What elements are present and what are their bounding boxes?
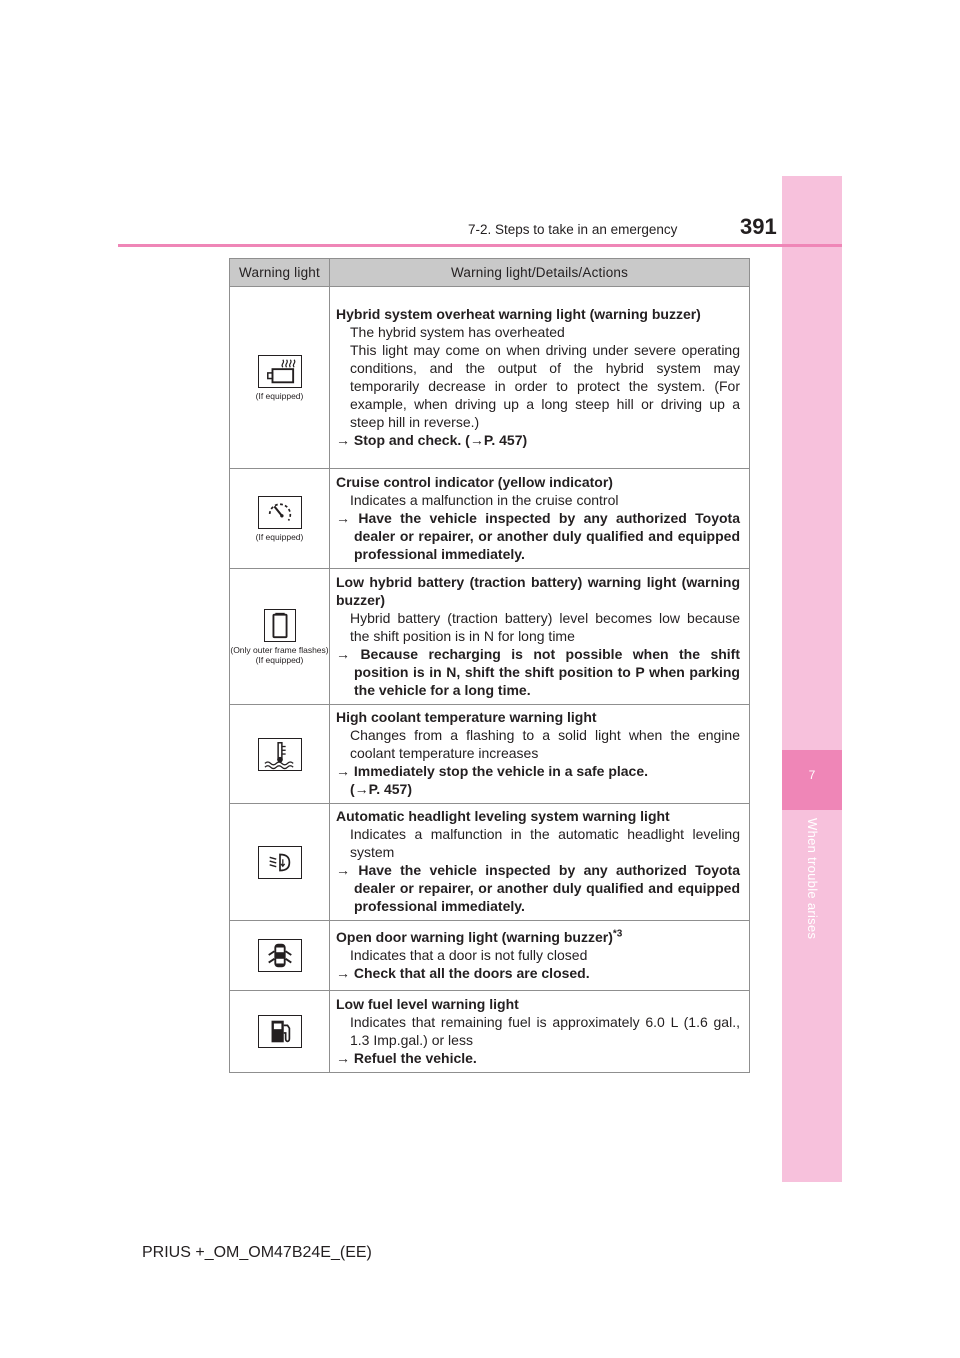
fuel-pump-icon: [258, 1015, 302, 1048]
details-cell: [330, 705, 750, 804]
warning-title: Hybrid system overheat warning light (warning buzzer): [336, 305, 701, 322]
header-rule: [118, 244, 842, 247]
table-row: [230, 569, 750, 705]
warning-action: → Check that all the doors are closed.: [336, 964, 590, 981]
details-cell: [330, 804, 750, 921]
icon-cell: [230, 991, 330, 1073]
traction-battery-icon: [264, 609, 296, 642]
icon-cell: [230, 569, 330, 705]
chapter-side-tab: [782, 176, 842, 1182]
warning-title: Low hybrid battery (traction battery) warning light (warning buzzer): [336, 573, 740, 608]
cruise-control-icon: [258, 496, 302, 529]
warning-light-table: [229, 258, 750, 1073]
icon-cell: [230, 804, 330, 921]
chapter-title: When trouble arises: [805, 818, 820, 940]
warning-detail: Indicates that a door is not fully closed: [350, 946, 588, 963]
icon-cell: [230, 921, 330, 991]
icon-note: (Only outer frame flashes) (If equipped): [230, 644, 329, 665]
warning-action: → Have the vehicle inspected by any authorized Toyota dealer or repairer, or another duly qualified and equipped professional immediately.: [336, 862, 740, 914]
details-cell: [330, 569, 750, 705]
warning-detail: Hybrid battery (traction battery) level becomes low because the shift position is in N for long time: [350, 609, 740, 644]
warning-action: → Refuel the vehicle.: [336, 1049, 477, 1066]
details-cell: [330, 921, 750, 991]
headlight-leveling-icon: [258, 846, 302, 879]
table-row: [230, 804, 750, 921]
icon-note: (If equipped): [255, 390, 304, 401]
warning-detail: Indicates that remaining fuel is approximately 6.0 L (1.6 gal., 1.3 Imp.gal.) or less: [350, 1013, 740, 1048]
footnote-marker: *3: [612, 927, 623, 939]
document-code: PRIUS +_OM_OM47B24E_(EE): [142, 1244, 372, 1261]
table-row: [230, 921, 750, 991]
icon-cell: [230, 705, 330, 804]
warning-detail: Indicates a malfunction in the cruise control: [350, 491, 619, 508]
warning-detail: Indicates a malfunction in the automatic headlight leveling system: [350, 826, 740, 860]
icon-cell: [230, 469, 330, 569]
icon-cell: [230, 287, 330, 469]
chapter-number: 7: [808, 768, 816, 782]
warning-title: Cruise control indicator (yellow indicator): [336, 473, 613, 490]
warning-title: High coolant temperature warning light: [336, 709, 597, 725]
warning-detail: Changes from a flashing to a solid light when the engine coolant temperature increases: [350, 727, 740, 761]
column-header-warning-light: Warning light: [230, 259, 330, 287]
details-cell: [330, 287, 750, 469]
table-header-row: [230, 259, 750, 287]
coolant-temperature-icon: [258, 738, 302, 771]
warning-action: → Immediately stop the vehicle in a safe place.: [336, 763, 649, 779]
details-cell: [330, 991, 750, 1073]
warning-action: → Because recharging is not possible when the shift position is in N, shift the shift position to P when parking the vehicle for a long time.: [336, 645, 740, 698]
warning-detail: The hybrid system has overheated: [350, 323, 565, 340]
table-row: [230, 705, 750, 804]
column-header-details: Warning light/Details/Actions: [330, 259, 750, 287]
icon-note: (If equipped): [255, 531, 304, 542]
warning-title: Low fuel level warning light: [336, 995, 519, 1012]
table-row: [230, 469, 750, 569]
open-door-icon: [258, 939, 302, 972]
section-title: 7-2. Steps to take in an emergency: [468, 222, 678, 237]
warning-action: → Stop and check. (→P. 457): [336, 431, 528, 448]
warning-page-ref: (→P. 457): [350, 781, 413, 797]
hybrid-system-overheat-icon: [258, 355, 302, 388]
warning-title: Open door warning light (warning buzzer)$^{*3}$: [336, 927, 623, 945]
details-cell: [330, 469, 750, 569]
warning-title: Automatic headlight leveling system warning light: [336, 808, 670, 824]
page-number: 391: [740, 214, 777, 239]
table-row: [230, 991, 750, 1073]
warning-action: → Have the vehicle inspected by any authorized Toyota dealer or repairer, or another duly qualified and equipped professional immediately.: [336, 509, 740, 562]
warning-detail: This light may come on when driving under severe operating conditions, and the output of the hybrid system may temporarily decrease in order to protect the system. (For example, when driving up a long steep hill or driving up a steep hill in reverse.): [350, 341, 740, 430]
table-row: [230, 287, 750, 469]
